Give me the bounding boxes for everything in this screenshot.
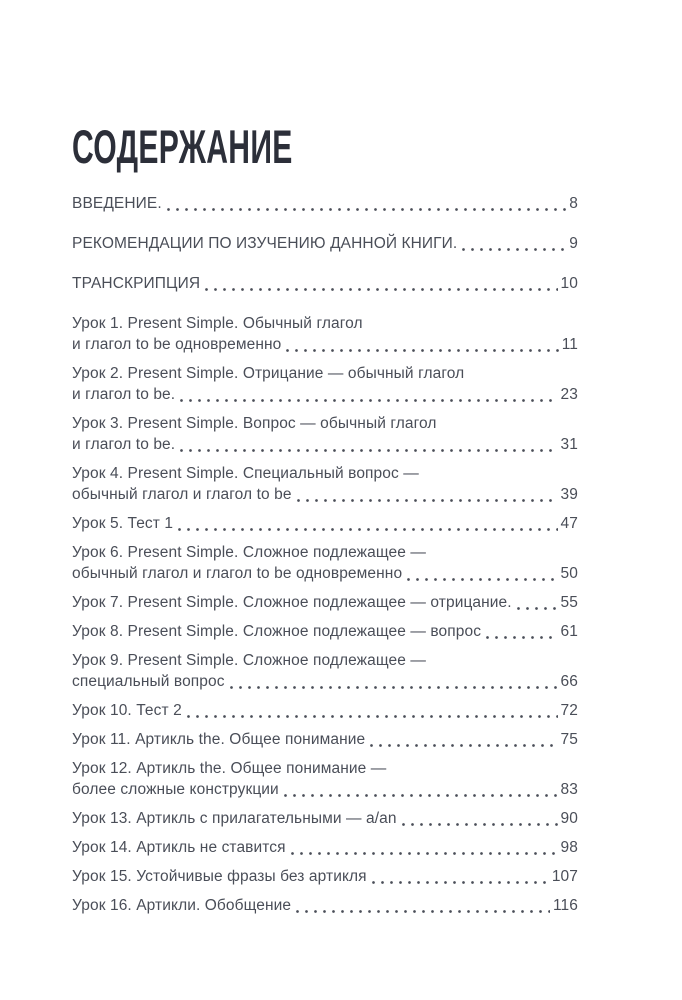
- toc-entry-line: [72, 758, 578, 779]
- dot-leader: [173, 513, 560, 534]
- dot-leader: [292, 484, 561, 505]
- dot-leader: [200, 273, 560, 294]
- dot-leader: [281, 334, 561, 355]
- toc-page-number: 50: [560, 565, 578, 582]
- toc-entry-text: и глагол to be одновременно: [72, 336, 282, 353]
- toc-entry: [72, 650, 578, 692]
- dot-leader: [397, 808, 561, 829]
- dot-leader: [279, 779, 561, 800]
- toc-entry-line: [72, 434, 578, 455]
- dot-leader: [182, 700, 561, 721]
- dot-leader: [291, 895, 553, 916]
- toc-entry: [72, 513, 578, 534]
- toc-entry-text: Урок 14. Артикль не ставится: [72, 839, 286, 856]
- toc-entry-line: [72, 463, 578, 484]
- toc-entry-line: [72, 621, 578, 642]
- toc-entry-line: [72, 779, 578, 800]
- toc-entry: [72, 413, 578, 455]
- toc-page-number: 31: [560, 436, 578, 453]
- dot-leader: [512, 592, 561, 613]
- toc-page-number: 98: [560, 839, 578, 856]
- toc-entry: [72, 363, 578, 405]
- toc-page-number: 116: [552, 897, 578, 914]
- toc-entry-text: Урок 1. Present Simple. Обычный глагол: [72, 315, 363, 332]
- toc-page-number: 8: [569, 195, 578, 212]
- toc-entry-text: Урок 7. Present Simple. Сложное подлежащее — отрицание.: [72, 594, 512, 611]
- toc-entry-line: [72, 193, 578, 214]
- toc-entry: [72, 837, 578, 858]
- toc-entry-text: Урок 12. Артикль the. Общее понимание —: [72, 760, 387, 777]
- toc-entry-line: [72, 334, 578, 355]
- toc-front-matter: [72, 193, 578, 294]
- toc-entry: [72, 463, 578, 505]
- toc-entry: [72, 895, 578, 916]
- toc-entry-line: [72, 313, 578, 334]
- toc-entry-line: [72, 563, 578, 584]
- toc-entry-text: обычный глагол и глагол to be одновременно: [72, 565, 403, 582]
- toc-entry-text: Урок 11. Артикль the. Общее понимание: [72, 731, 366, 748]
- toc-entry-text: Урок 9. Present Simple. Сложное подлежащее —: [72, 652, 426, 669]
- toc-entry: [72, 700, 578, 721]
- toc-entry-text: ВВЕДЕНИЕ.: [72, 195, 162, 212]
- toc-page-number: 90: [560, 810, 578, 827]
- toc-page-number: 72: [560, 702, 578, 719]
- toc-entry-line: [72, 650, 578, 671]
- toc-entry-text: Урок 16. Артикли. Обобщение: [72, 897, 292, 914]
- toc-entry-text: РЕКОМЕНДАЦИИ ПО ИЗУЧЕНИЮ ДАННОЙ КНИГИ.: [72, 235, 458, 252]
- toc-entry-line: [72, 808, 578, 829]
- toc-entry-text: Урок 15. Устойчивые фразы без артикля: [72, 868, 367, 885]
- toc-entry-text: Урок 4. Present Simple. Специальный вопрос —: [72, 465, 419, 482]
- toc-entry-text: Урок 2. Present Simple. Отрицание — обычный глагол: [72, 365, 465, 382]
- toc-page-number: 39: [560, 486, 578, 503]
- toc-entry-text: Урок 10. Тест 2: [72, 702, 182, 719]
- toc-entry: [72, 233, 578, 254]
- toc-entry-line: [72, 729, 578, 750]
- toc-entry: [72, 758, 578, 800]
- toc-entry: [72, 866, 578, 887]
- toc-entry-line: [72, 513, 578, 534]
- toc-entry-text: Урок 13. Артикль с прилагательными — a/an: [72, 810, 397, 827]
- toc-entry: [72, 313, 578, 355]
- toc-entry-text: и глагол to be.: [72, 436, 176, 453]
- toc-entry: [72, 542, 578, 584]
- toc-entry: [72, 621, 578, 642]
- toc-entry-text: Урок 5. Тест 1: [72, 515, 174, 532]
- dot-leader: [481, 621, 560, 642]
- toc-page-number: 83: [560, 781, 578, 798]
- toc-entry: [72, 273, 578, 294]
- toc-entry: [72, 592, 578, 613]
- toc-entry-line: [72, 384, 578, 405]
- toc-entry-text: обычный глагол и глагол to be: [72, 486, 292, 503]
- dot-leader: [367, 866, 552, 887]
- toc-entry-text: специальный вопрос: [72, 673, 225, 690]
- toc-entry-line: [72, 413, 578, 434]
- toc-entry-text: и глагол to be.: [72, 386, 176, 403]
- dot-leader: [402, 563, 560, 584]
- toc-entry-line: [72, 592, 578, 613]
- toc-entry-line: [72, 895, 578, 916]
- toc-entry-text: Урок 3. Present Simple. Вопрос — обычный глагол: [72, 415, 437, 432]
- toc-entry-line: [72, 233, 578, 254]
- dot-leader: [225, 671, 561, 692]
- toc-entry-text: Урок 8. Present Simple. Сложное подлежащее — вопрос: [72, 623, 482, 640]
- toc-page-number: 107: [551, 868, 578, 885]
- toc-page-number: 11: [561, 336, 578, 353]
- toc-entry-line: [72, 363, 578, 384]
- dot-leader: [175, 434, 560, 455]
- page-title: СОДЕРЖАНИЕ: [72, 120, 293, 173]
- toc-entry-line: [72, 700, 578, 721]
- dot-leader: [175, 384, 560, 405]
- toc-entry-text: более сложные конструкции: [72, 781, 279, 798]
- toc-entry-line: [72, 837, 578, 858]
- toc-entry-line: [72, 542, 578, 563]
- toc-page-number: 47: [560, 515, 578, 532]
- dot-leader: [286, 837, 561, 858]
- toc-entry: [72, 729, 578, 750]
- toc-page-number: 55: [560, 594, 578, 611]
- dot-leader: [162, 193, 570, 214]
- toc-entry: [72, 808, 578, 829]
- toc-entry-line: [72, 671, 578, 692]
- toc-page-number: 9: [569, 235, 578, 252]
- toc-entry-line: [72, 866, 578, 887]
- dot-leader: [457, 233, 569, 254]
- toc-page-number: 66: [560, 673, 578, 690]
- toc-entry-line: [72, 273, 578, 294]
- toc-lessons: [72, 313, 578, 916]
- toc-page-number: 61: [560, 623, 578, 640]
- dot-leader: [365, 729, 560, 750]
- toc-entry-text: ТРАНСКРИПЦИЯ: [72, 275, 201, 292]
- toc-entry-text: Урок 6. Present Simple. Сложное подлежащее —: [72, 544, 426, 561]
- toc-page-number: 75: [560, 731, 578, 748]
- toc-page-number: 10: [560, 275, 578, 292]
- toc-entry: [72, 193, 578, 214]
- toc-entry-line: [72, 484, 578, 505]
- toc-page-number: 23: [560, 386, 578, 403]
